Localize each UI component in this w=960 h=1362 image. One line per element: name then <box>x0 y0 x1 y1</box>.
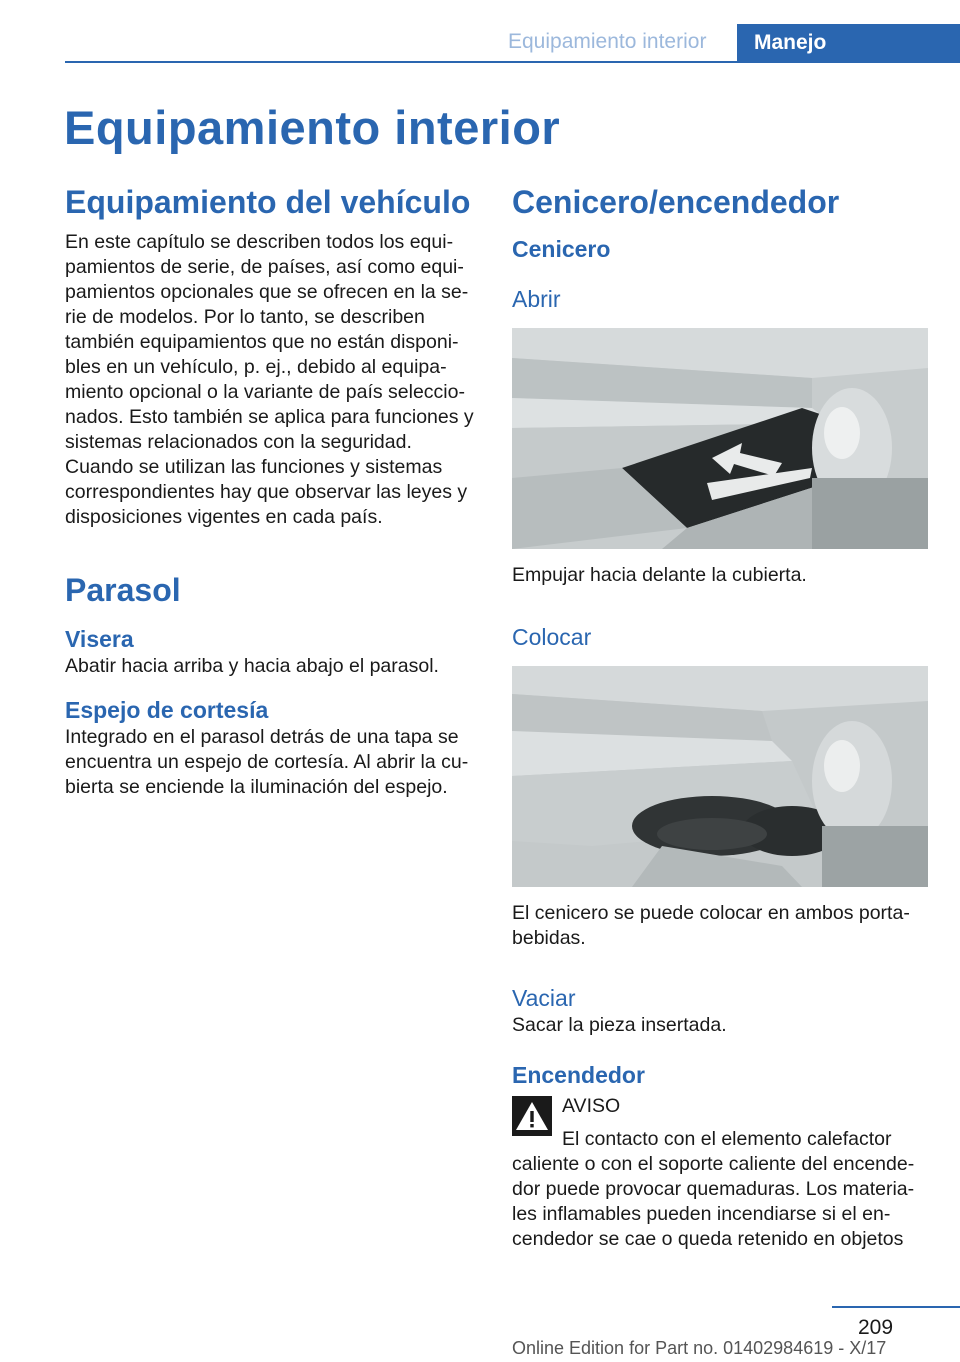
text-line: les inflamables pueden incendiarse si el en- <box>512 1203 891 1225</box>
text-line: rie de modelos. Por lo tanto, se describen <box>65 306 425 328</box>
page-title: Equipamiento interior <box>64 101 561 154</box>
text-line: dor puede provocar quemaduras. Los materia- <box>512 1178 915 1200</box>
visera-text: Abatir hacia arriba y hacia abajo el parasol. <box>65 655 439 677</box>
text-line: sistemas relacionados con la seguridad. <box>65 431 412 453</box>
vehicle-equipment-heading: Equipamiento del vehículo <box>65 184 471 220</box>
text-line: encuentra un espejo de cortesía. Al abrir la cu- <box>65 751 469 773</box>
left-column <box>65 180 480 800</box>
ashtray-placement-photo <box>512 666 928 887</box>
colocar-heading: Colocar <box>512 624 592 650</box>
espejo-heading: Espejo de cortesía <box>65 697 269 723</box>
text-line: cendedor se cae o queda retenido en objetos <box>512 1228 904 1250</box>
abrir-heading: Abrir <box>512 286 561 312</box>
encendedor-heading: Encendedor <box>512 1062 645 1088</box>
text-line: Integrado en el parasol detrás de una tapa se <box>65 726 459 748</box>
text-line: pamientos opcionales que se ofrecen en la se- <box>65 281 469 303</box>
warning-block <box>512 1094 932 1152</box>
text-line: bebidas. <box>512 927 586 949</box>
footer-rule <box>832 1306 960 1308</box>
parasol-heading: Parasol <box>65 572 181 608</box>
warning-triangle-icon <box>512 1096 552 1136</box>
vaciar-heading: Vaciar <box>512 985 576 1011</box>
text-line: caliente o con el soporte caliente del encende- <box>512 1153 915 1175</box>
text-line: El cenicero se puede colocar en ambos porta- <box>512 902 910 924</box>
vaciar-text: Sacar la pieza insertada. <box>512 1014 727 1036</box>
visera-heading: Visera <box>65 626 134 652</box>
colocar-text <box>512 901 932 951</box>
text-line: Cuando se utilizan las funciones y sistemas <box>65 456 443 478</box>
warning-first-line: El contacto con el elemento calefactor <box>562 1128 892 1150</box>
ashtray-lighter-heading: Cenicero/encendedor <box>512 184 840 220</box>
text-line: nados. Esto también se aplica para funciones y <box>65 406 474 428</box>
text-line: pamientos de serie, de países, así como equi- <box>65 256 464 278</box>
page-number: 209 <box>858 1316 894 1339</box>
text-line: bierta se enciende la iluminación del espejo. <box>65 776 448 798</box>
text-line: también equipamientos que no están disponi- <box>65 331 459 353</box>
edition-footer: Online Edition for Part no. 01402984619 - X/17 <box>512 1338 887 1358</box>
header-section-label: Equipamiento interior <box>508 30 707 53</box>
ashtray-open-photo <box>512 328 928 549</box>
header-rule <box>65 61 960 63</box>
text-line: miento opcional o la variante de país seleccio- <box>65 381 465 403</box>
text-line: correspondientes hay que observar las leyes y <box>65 481 468 503</box>
abrir-caption: Empujar hacia delante la cubierta. <box>512 564 807 586</box>
header-tab-manejo[interactable]: Manejo <box>737 24 960 62</box>
text-line: bles en un vehículo, p. ej., debido al equipa- <box>65 356 447 378</box>
text-line: En este capítulo se describen todos los equi- <box>65 231 454 253</box>
vehicle-equipment-text <box>65 230 480 530</box>
warning-label: AVISO <box>562 1095 621 1117</box>
cenicero-heading: Cenicero <box>512 236 611 262</box>
text-line: disposiciones vigentes en cada país. <box>65 506 383 528</box>
right-column <box>512 180 932 1252</box>
